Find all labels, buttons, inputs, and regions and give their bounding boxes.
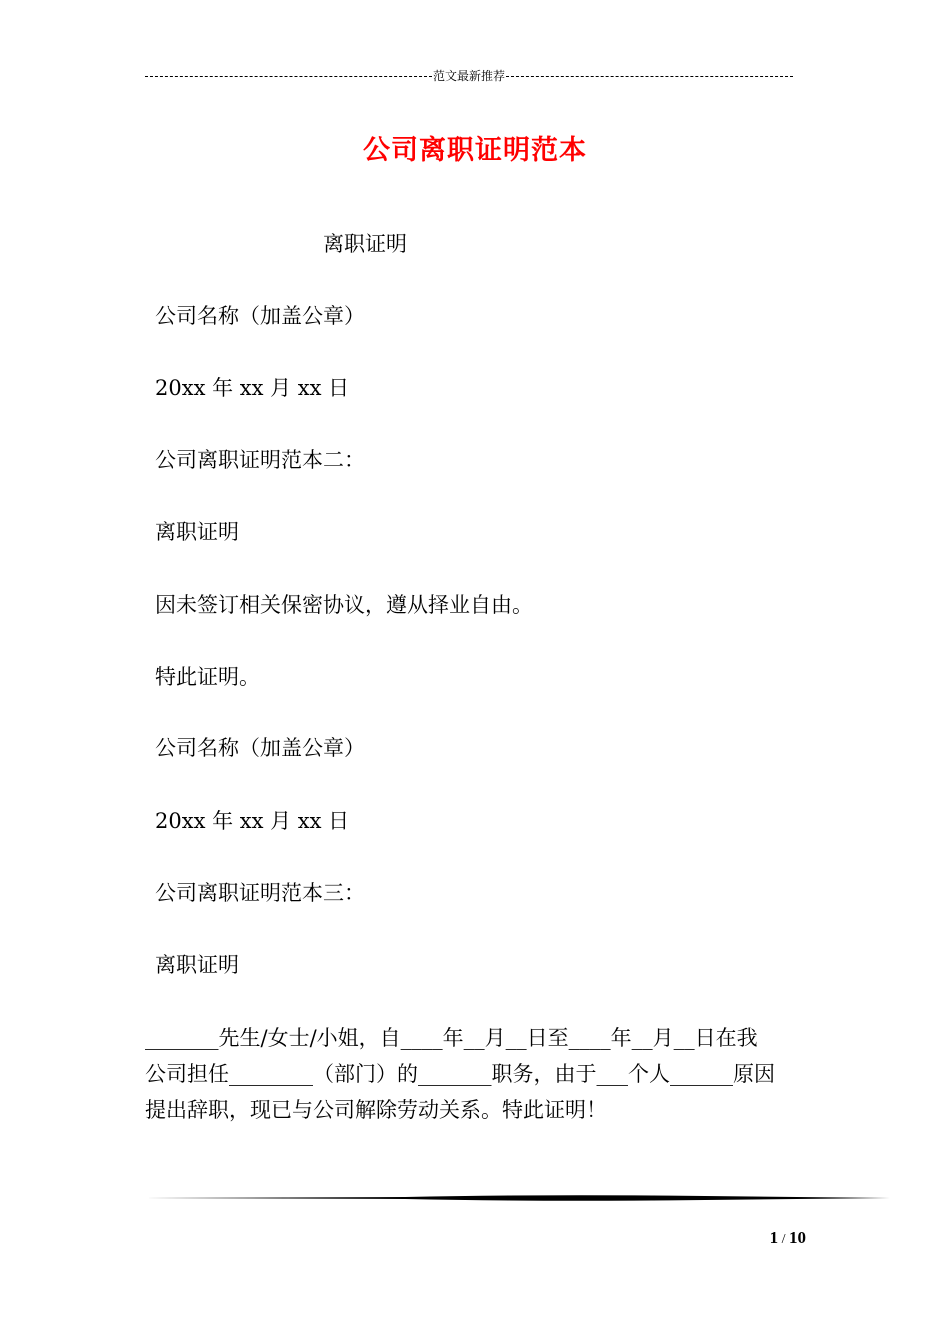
- date-line-2: 20xx 年 xx 月 xx 日: [155, 809, 350, 833]
- page-number: [700, 1228, 806, 1248]
- document-title: 公司离职证明范本: [363, 135, 587, 166]
- current-page: 1: [769, 1228, 779, 1247]
- header-dash-right: [506, 76, 793, 77]
- certificate-body: [145, 1020, 810, 1128]
- page-separator: /: [778, 1232, 789, 1247]
- body-line: 公司担任________（部门）的_______职务，由于___个人______原因: [145, 1062, 775, 1086]
- total-pages: 10: [789, 1228, 806, 1247]
- confidentiality-statement: 因未签订相关保密协议，遵从择业自由。: [155, 593, 533, 617]
- header-label: 范文最新推荐: [433, 69, 506, 83]
- heading-resignation-certificate-3: 离职证明: [155, 953, 239, 977]
- company-name-line: 公司名称（加盖公章）: [155, 304, 365, 328]
- body-line: _______先生/女士/小姐，自____年__月__日至____年__月__日在我: [145, 1026, 758, 1050]
- heading-resignation-certificate: 离职证明: [323, 232, 407, 256]
- header-dash-left: [145, 76, 432, 77]
- company-name-line-2: 公司名称（加盖公章）: [155, 736, 365, 760]
- hereby-certify: 特此证明。: [155, 665, 260, 689]
- heading-resignation-certificate-2: 离职证明: [155, 520, 239, 544]
- footer-rule: [145, 1194, 890, 1202]
- page-header: [145, 68, 793, 84]
- sample-two-heading: 公司离职证明范本二：: [155, 448, 365, 472]
- sample-three-heading: 公司离职证明范本三：: [155, 881, 365, 905]
- body-line: 提出辞职，现已与公司解除劳动关系。特此证明！: [145, 1098, 607, 1122]
- date-line: 20xx 年 xx 月 xx 日: [155, 376, 350, 400]
